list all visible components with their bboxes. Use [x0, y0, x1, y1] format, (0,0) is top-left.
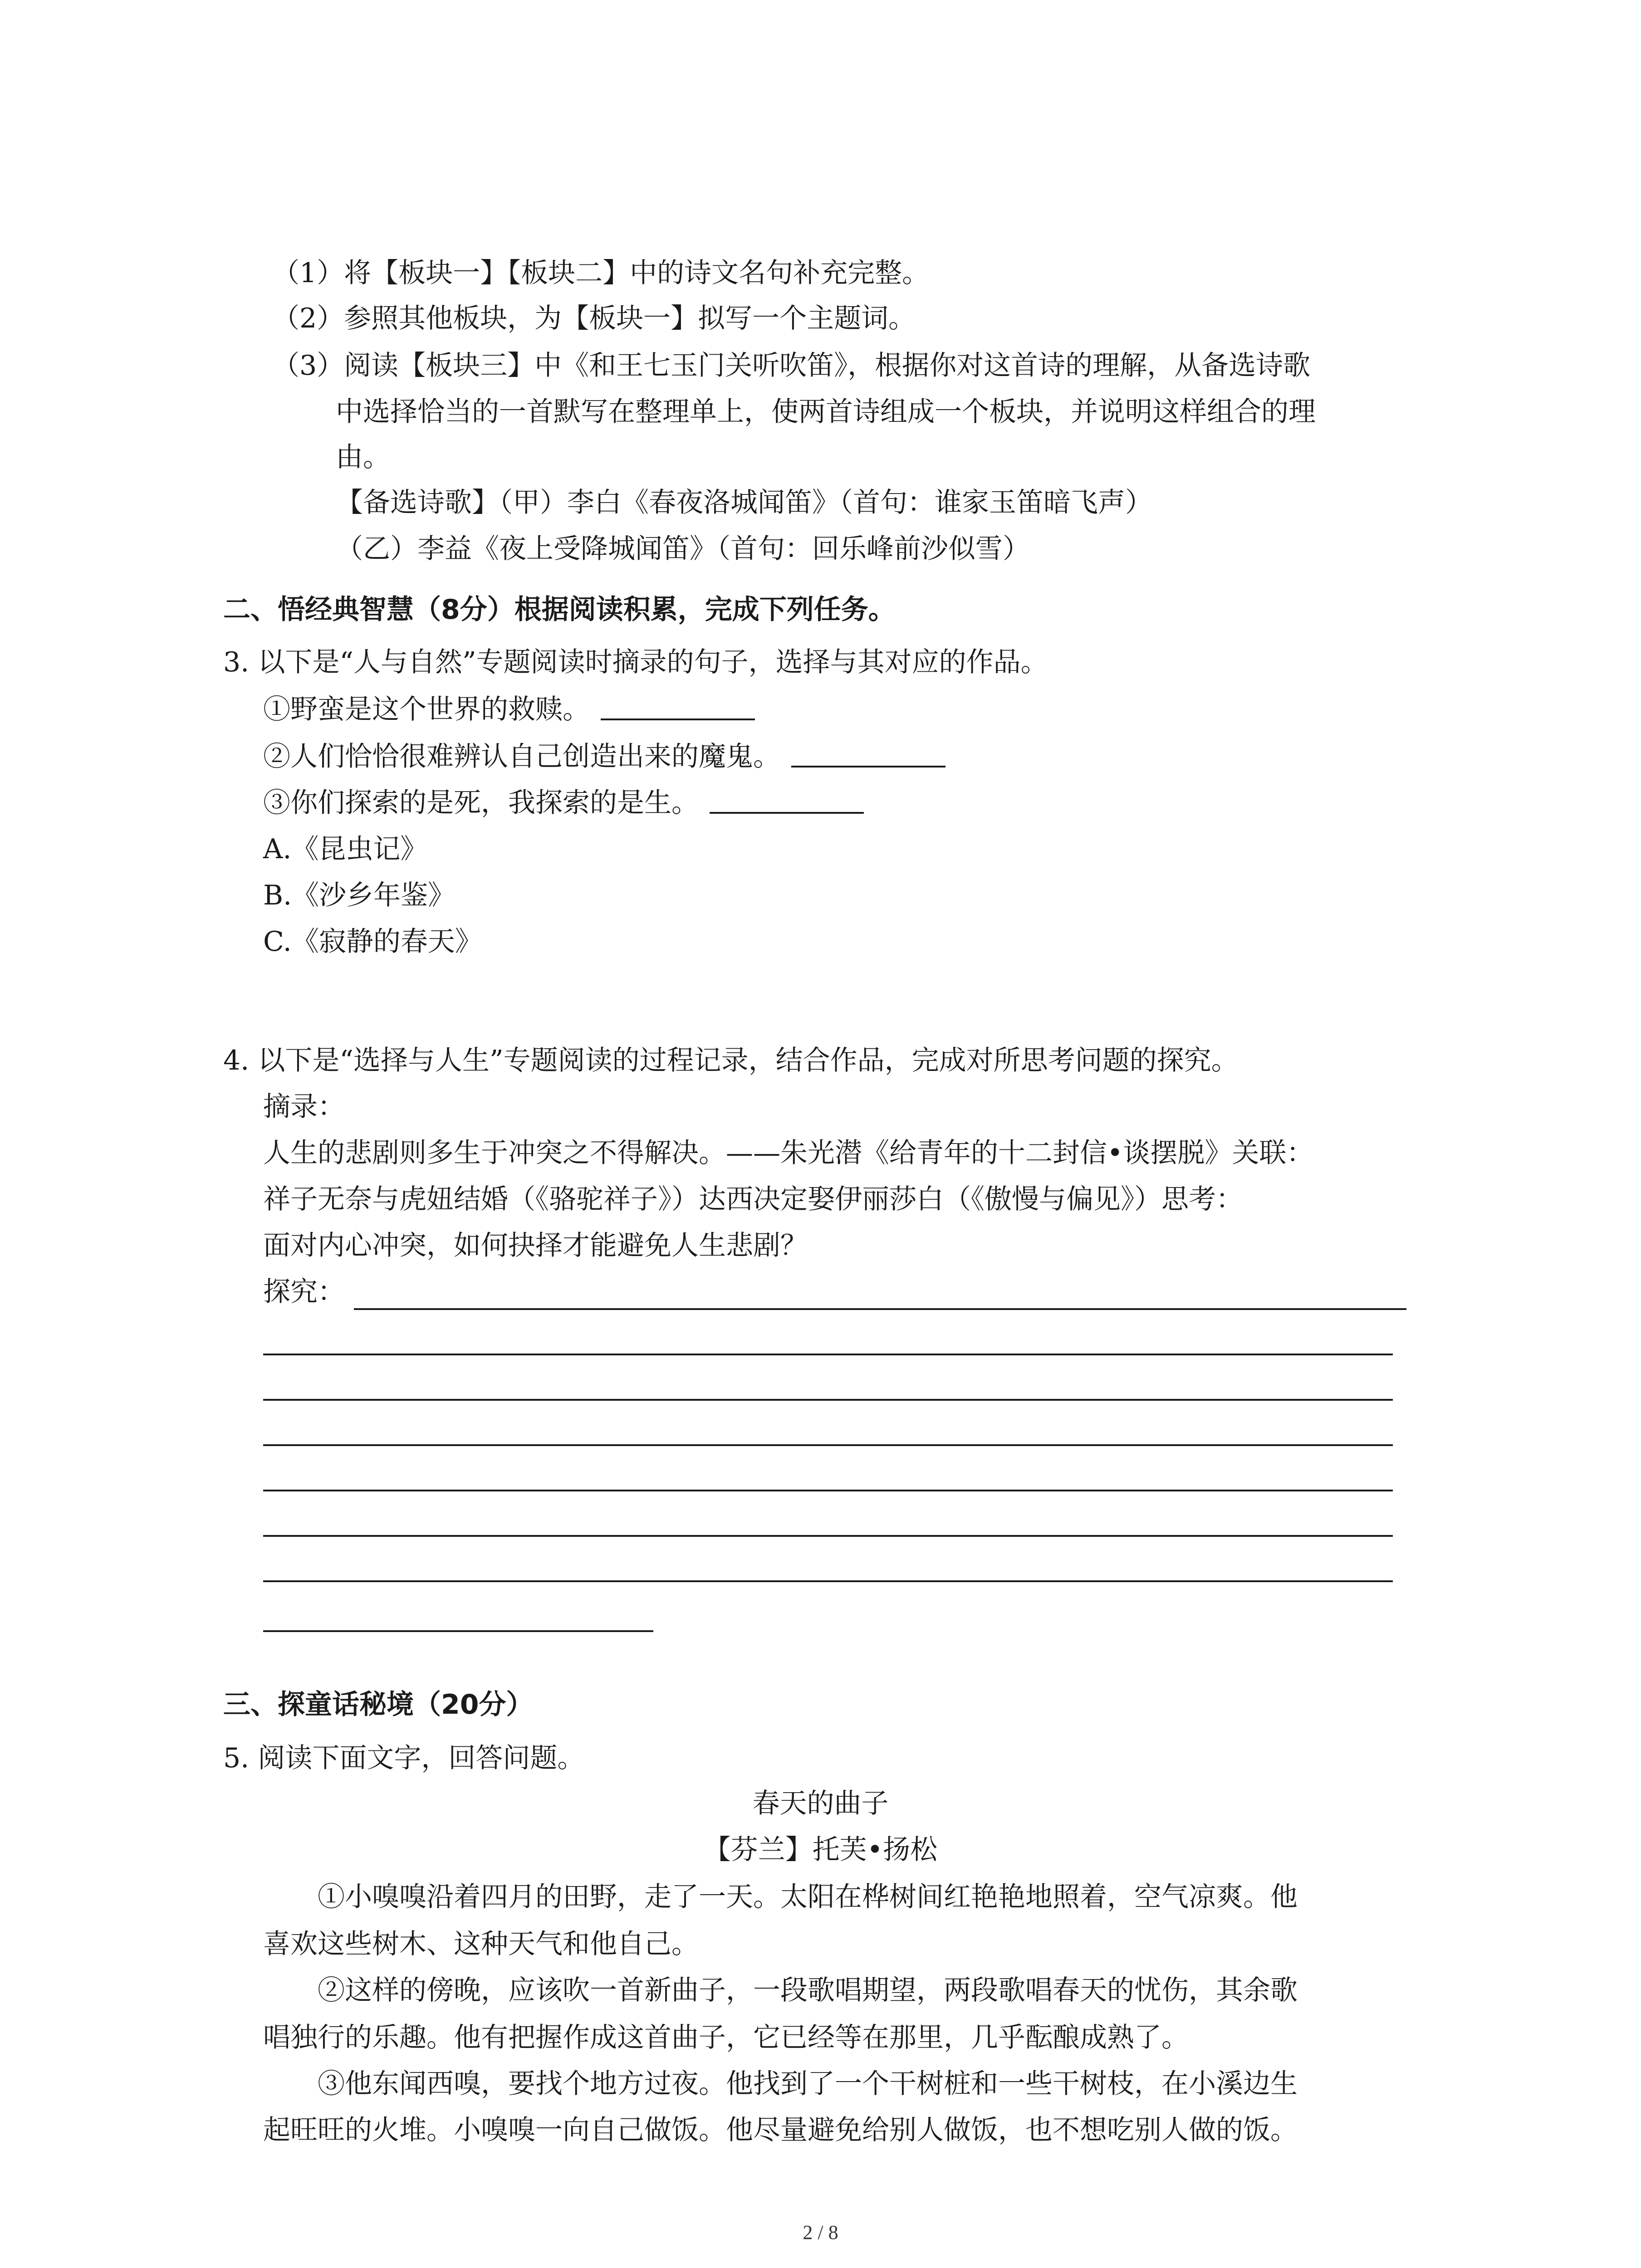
q3-option-a: A.《昆虫记》 — [263, 833, 428, 865]
answer-line-8[interactable] — [263, 1630, 653, 1632]
answer-line-3[interactable] — [263, 1399, 1393, 1401]
passage-para2-line1: ②这样的傍晚，应该吹一首新曲子，一段歌唱期望，两段歌唱春天的忧伤，其余歌 — [318, 1975, 1298, 2006]
q4-record-line2: 祥子无奈与虎妞结婚（《骆驼祥子》）达西决定娶伊丽莎白（《傲慢与偏见》）思考： — [263, 1183, 1243, 1215]
q3-item-2 — [263, 738, 945, 776]
section-3-heading: 三、探童话秘境（20分） — [223, 1689, 534, 1721]
q2-sub3-line1: （3）阅读【板块三】中《和王七玉门关听吹笛》，根据你对这首诗的理解，从备选诗歌 — [272, 350, 1311, 381]
q5-stem: 5. 阅读下面文字，回答问题。 — [223, 1742, 585, 1774]
answer-line-7[interactable] — [263, 1580, 1393, 1582]
answer-line-2[interactable] — [263, 1354, 1393, 1355]
passage-para3-line1: ③他东闻西嗅，要找个地方过夜。他找到了一个干树桩和一些干树枝，在小溪边生 — [318, 2068, 1298, 2100]
q2-sub2: （2）参照其他板块，为【板块一】拟写一个主题词。 — [272, 303, 916, 334]
q3-item-1 — [263, 690, 755, 728]
q2-sub3-line2: 中选择恰当的一首默写在整理单上，使两首诗组成一个板块，并说明这样组合的理 — [336, 396, 1316, 428]
q2-sub1: （1）将【板块一】【板块二】中的诗文名句补充完整。 — [272, 257, 930, 289]
answer-line-1[interactable] — [354, 1308, 1406, 1310]
q3-stem: 3. 以下是“人与自然”专题阅读时摘录的句子，选择与其对应的作品。 — [223, 646, 1048, 678]
q3-item-1-text: ①野蛮是这个世界的救赎。 — [263, 694, 590, 725]
q3-option-b: B.《沙乡年鉴》 — [263, 880, 456, 911]
passage-author: 【芬兰】托芙•扬松 — [703, 1834, 938, 1866]
q3-option-c: C.《寂静的春天》 — [263, 926, 482, 958]
page-number: 2 / 8 — [803, 2221, 838, 2244]
passage-title: 春天的曲子 — [752, 1788, 889, 1819]
q3-item-3 — [263, 784, 864, 822]
q3-item-2-text: ②人们恰恰很难辨认自己创造出来的魔鬼。 — [263, 741, 780, 772]
q3-answer-blank-3[interactable] — [710, 784, 864, 814]
answer-line-4[interactable] — [263, 1444, 1393, 1446]
answer-line-5[interactable] — [263, 1490, 1393, 1491]
q4-excerpt-label: 摘录： — [263, 1091, 345, 1123]
candidate-poems-line1: 【备选诗歌】（甲）李白《春夜洛城闻笛》（首句：谁家玉笛暗飞声） — [336, 487, 1152, 518]
q4-stem: 4. 以下是“选择与人生”专题阅读的过程记录，结合作品，完成对所思考问题的探究。 — [223, 1045, 1239, 1076]
q4-record-line1: 人生的悲剧则多生于冲突之不得解决。——朱光潜《给青年的十二封信•谈摆脱》关联： — [263, 1137, 1314, 1169]
candidate-poems-line2: （乙）李益《夜上受降城闻笛》（首句：回乐峰前沙似雪） — [336, 533, 1030, 565]
passage-para1-line1: ①小嗅嗅沿着四月的田野，走了一天。太阳在桦树间红艳艳地照着，空气凉爽。他 — [318, 1881, 1298, 1913]
q4-record-line3: 面对内心冲突，如何抉择才能避免人生悲剧？ — [263, 1230, 808, 1261]
q3-item-3-text: ③你们探索的是死，我探索的是生。 — [263, 787, 699, 819]
answer-line-6[interactable] — [263, 1535, 1393, 1537]
section-2-heading: 二、悟经典智慧（8分）根据阅读积累，完成下列任务。 — [223, 594, 896, 626]
q3-answer-blank-1[interactable] — [601, 690, 755, 720]
q3-answer-blank-2[interactable] — [791, 738, 945, 767]
q4-explore-label: 探究： — [263, 1276, 345, 1308]
passage-para2-line2: 唱独行的乐趣。他有把握作成这首曲子，它已经等在那里，几乎酝酿成熟了。 — [263, 2022, 1189, 2053]
q2-sub3-line3: 由。 — [336, 441, 390, 473]
passage-para1-line2: 喜欢这些树木、这种天气和他自己。 — [263, 1928, 699, 1960]
passage-para3-line2: 起旺旺的火堆。小嗅嗅一向自己做饭。他尽量避免给别人做饭，也不想吃别人做的饭。 — [263, 2114, 1298, 2146]
